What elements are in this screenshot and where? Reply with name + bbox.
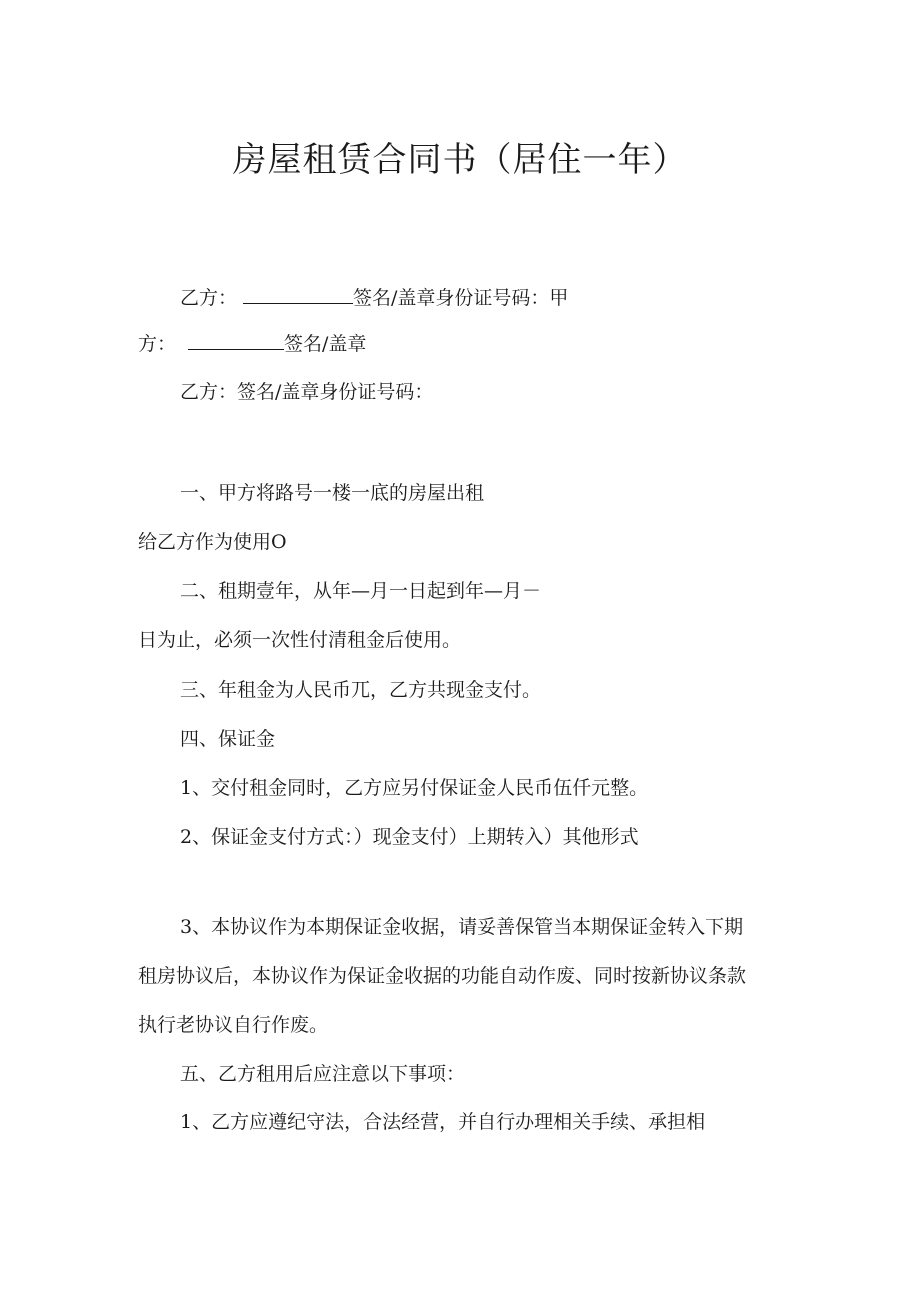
clause-4-item-3-line-3: 执行老协议自行作废。 xyxy=(138,1014,329,1036)
signature-line-2 xyxy=(138,327,366,358)
clause-4-item-1: 1、交付租金同时，乙方应另付保证金人民币伍仟元整。 xyxy=(180,777,649,799)
clause-1-line-1: 一、甲方将路号一楼一底的房屋出租 xyxy=(180,482,485,504)
clause-1-line-2: 给乙方作为使用O xyxy=(138,531,287,553)
signature-line-1 xyxy=(180,281,568,312)
clause-5-item-1: 1、乙方应遵纪守法，合法经营，并自行办理相关手续、承担相 xyxy=(180,1111,706,1133)
document-title: 房屋租赁合同书（居住一年） xyxy=(232,140,688,180)
clause-4-heading: 四、保证金 xyxy=(180,728,276,750)
clause-4-item-3-line-2: 租房协议后，本协议作为保证金收据的功能自动作废、同时按新协议条款 xyxy=(138,965,747,987)
signature-text: 签名/盖章 xyxy=(284,333,367,355)
clause-4-item-3-line-1: 3、本协议作为本期保证金收据，请妥善保管当本期保证金转入下期 xyxy=(180,916,744,938)
clause-5-heading: 五、乙方租用后应注意以下事项： xyxy=(180,1063,466,1085)
clause-2-line-1: 二、租期壹年，从年—月一日起到年—月－ xyxy=(180,580,542,602)
clause-3: 三、年租金为人民币兀，乙方共现金支付。 xyxy=(180,679,542,701)
signature-blank xyxy=(188,327,284,350)
signature-blank xyxy=(243,281,353,304)
party-a-label: 方： xyxy=(138,333,177,355)
signature-line-3: 乙方：签名/盖章身份证号码： xyxy=(180,381,434,403)
signature-text: 签名/盖章身份证号码：甲 xyxy=(353,287,569,309)
clause-4-item-2: 2、保证金支付方式：）现金支付）上期转入）其他形式 xyxy=(180,826,639,848)
party-b-label: 乙方： xyxy=(180,287,238,309)
clause-2-line-2: 日为止，必须一次性付清租金后使用。 xyxy=(138,629,462,651)
